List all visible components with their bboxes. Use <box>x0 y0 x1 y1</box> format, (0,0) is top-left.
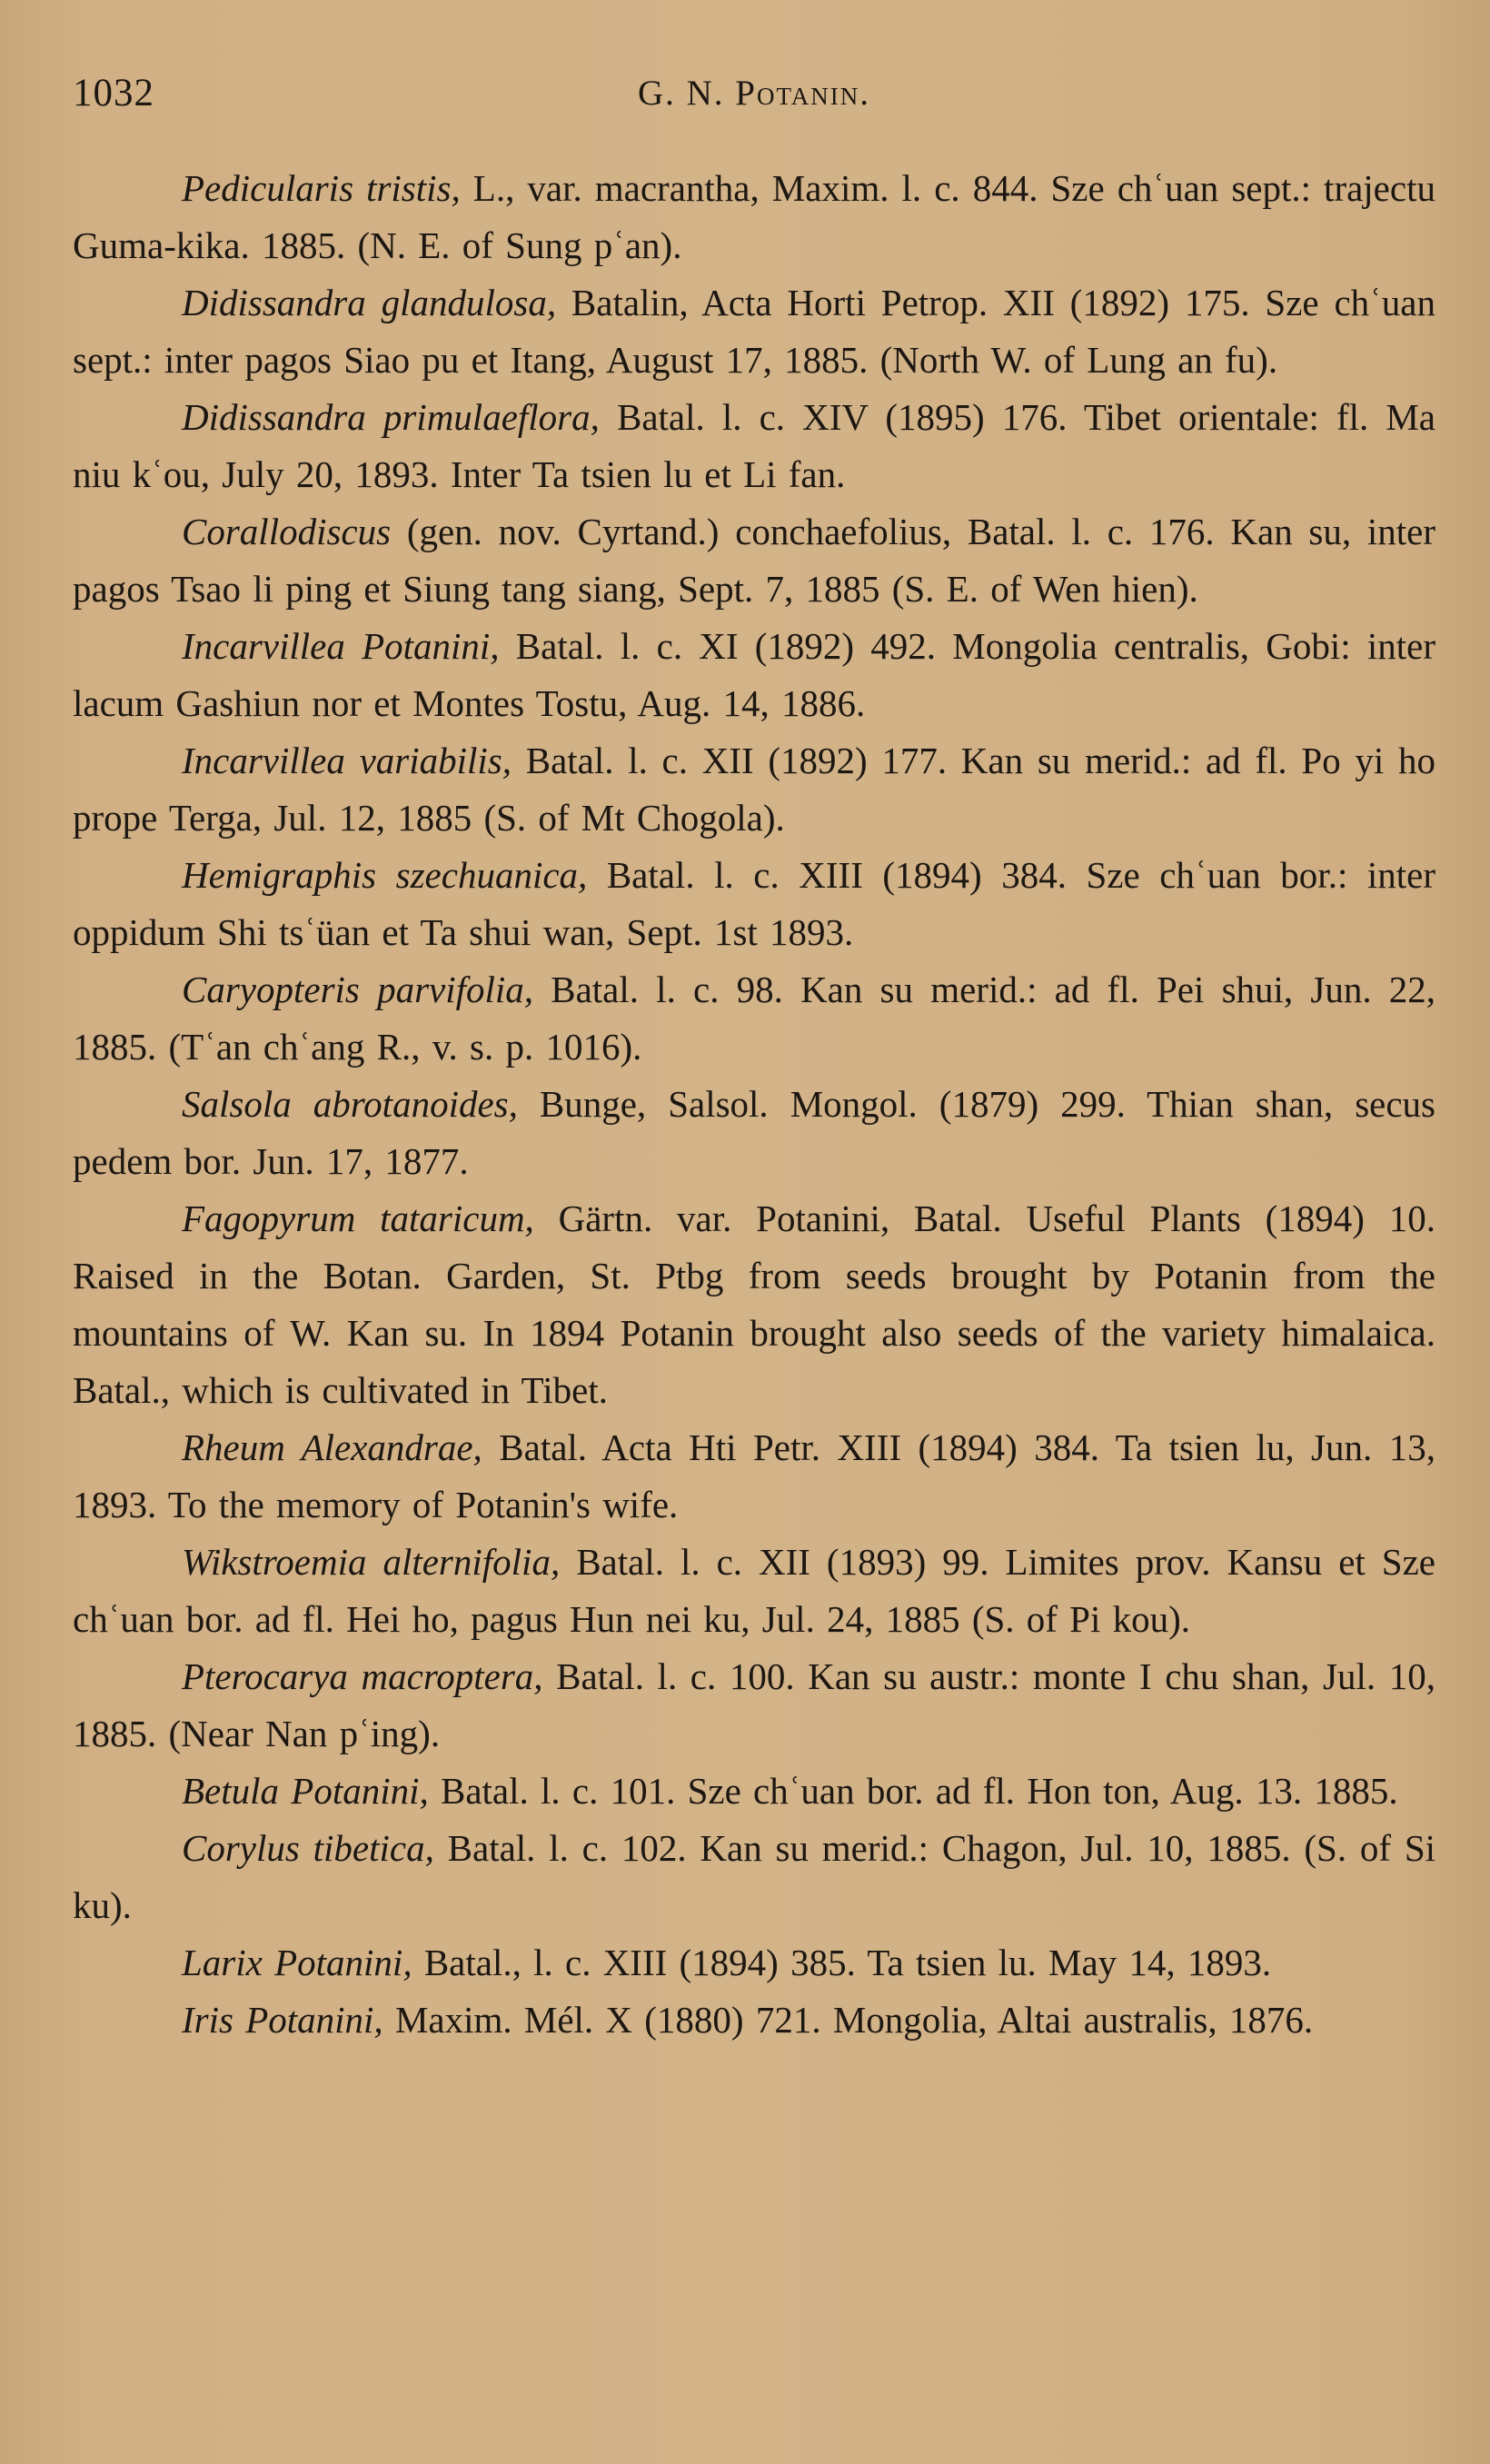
species-citation: Batal. Acta Hti Petr. XIII (1894) 384. Ta tsien lu, Jun. 13, 1893. To the memory of Potanin's wife. <box>73 1426 1435 1525</box>
species-citation: Batal., l. c. XIII (1894) 385. Ta tsien lu. May 14, 1893. <box>412 1942 1272 1983</box>
species-entry-larix-potanini <box>73 1934 1435 1992</box>
species-name: Corylus tibetica, <box>182 1827 434 1869</box>
species-name: Corallodiscus <box>182 511 392 552</box>
species-entry-pedicularis-tristis <box>73 160 1435 274</box>
page-number: 1032 <box>73 72 154 114</box>
species-citation: Batal. l. c. XII (1892) 177. Kan su merid.: ad fl. Po yi ho prope Terga, Jul. 12, 1885 (S. of Mt Chogola). <box>73 740 1435 839</box>
species-citation: (gen. nov. Cyrtand.) conchaefolius, Batal. l. c. 176. Kan su, inter pagos Tsao li ping et Siung tang siang, Sept. 7, 1885 (S. E. of Wen hien). <box>73 511 1435 610</box>
species-citation: Bunge, Salsol. Mongol. (1879) 299. Thian shan, secus pedem bor. Jun. 17, 1877. <box>73 1083 1435 1182</box>
species-entry-betula-potanini <box>73 1763 1435 1820</box>
species-name: Didissandra glandulosa, <box>182 282 557 323</box>
species-entry-pterocarya-macroptera <box>73 1648 1435 1763</box>
species-citation: Batal. l. c. 98. Kan su merid.: ad fl. Pei shui, Jun. 22, 1885. (Tʿan chʿang R., v. s. p. 1016). <box>73 969 1435 1068</box>
species-name: Hemigraphis szechuanica, <box>182 854 588 896</box>
species-name: Pedicularis tristis, <box>182 167 461 209</box>
species-name: Salsola abrotanoides, <box>182 1083 518 1125</box>
species-entry-hemigraphis-szechuanica <box>73 847 1435 961</box>
species-entry-incarvillea-variabilis <box>73 732 1435 847</box>
species-entry-didissandra-glandulosa <box>73 274 1435 389</box>
species-name: Iris Potanini, <box>182 1999 383 2041</box>
species-name: Wikstroemia alternifolia, <box>182 1541 561 1583</box>
species-citation: Batalin, Acta Horti Petrop. XII (1892) 175. Sze chʿuan sept.: inter pagos Siao pu et Itang, August 17, 1885. (North W. of Lung an fu). <box>73 282 1436 381</box>
species-citation: Maxim. Mél. X (1880) 721. Mongolia, Altai australis, 1876. <box>382 1999 1314 2041</box>
species-citation: Batal. l. c. XIII (1894) 384. Sze chʿuan bor.: inter oppidum Shi tsʿüan et Ta shui wan, Sept. 1st 1893. <box>73 854 1435 953</box>
species-citation: Batal. l. c. 102. Kan su merid.: Chagon, Jul. 10, 1885. (S. of Si ku). <box>73 1827 1436 1926</box>
page-header <box>73 71 1435 116</box>
species-name: Betula Potanini, <box>182 1770 429 1812</box>
species-entry-didissandra-primulaeflora <box>73 389 1435 503</box>
species-citation: Batal. l. c. XII (1893) 99. Limites prov. Kansu et Sze chʿuan bor. ad fl. Hei ho, pagus Hun nei ku, Jul. 24, 1885 (S. of Pi kou). <box>73 1541 1435 1640</box>
species-name: Incarvillea Potanini, <box>182 625 500 667</box>
species-name: Fagopyrum tataricum, <box>182 1197 534 1239</box>
species-list <box>73 160 1435 2049</box>
species-citation: Batal. l. c. XI (1892) 492. Mongolia centralis, Gobi: inter lacum Gashiun nor et Montes Tostu, Aug. 14, 1886. <box>73 625 1435 724</box>
species-entry-wikstroemia-alternifolia <box>73 1534 1435 1648</box>
species-citation: Batal. l. c. 100. Kan su austr.: monte I chu shan, Jul. 10, 1885. (Near Nan pʿing). <box>73 1655 1435 1754</box>
species-name: Rheum Alexandrae, <box>182 1426 482 1468</box>
species-citation: Gärtn. var. Potanini, Batal. Useful Plants (1894) 10. Raised in the Botan. Garden, St. Ptbg from seeds brought by Potanin from the mountains of W. Kan su. In 1894 Potanin brought also seeds of the variety himalaica. Batal., which is cultivated in Tibet. <box>73 1197 1435 1411</box>
species-name: Caryopteris parvifolia, <box>182 969 534 1010</box>
species-name: Pterocarya macroptera, <box>182 1655 543 1697</box>
species-entry-incarvillea-potanini <box>73 618 1435 732</box>
species-name: Incarvillea variabilis, <box>182 740 512 781</box>
species-entry-iris-potanini <box>73 1992 1435 2049</box>
species-name: Larix Potanini, <box>182 1942 412 1983</box>
species-entry-caryopteris-parvifolia <box>73 961 1435 1076</box>
species-entry-fagopyrum-tataricum <box>73 1190 1435 1419</box>
species-entry-salsola-abrotanoides <box>73 1076 1435 1190</box>
species-entry-rheum-alexandrae <box>73 1419 1435 1534</box>
species-entry-corallodiscus <box>73 503 1435 618</box>
species-citation: Batal. l. c. 101. Sze chʿuan bor. ad fl. Hon ton, Aug. 13. 1885. <box>428 1770 1398 1812</box>
species-name: Didissandra primulaeflora, <box>182 396 600 438</box>
species-citation: L., var. macrantha, Maxim. l. c. 844. Sze chʿuan sept.: trajectu Guma-kika. 1885. (N. E. of Sung pʿan). <box>73 167 1435 266</box>
species-citation: Batal. l. c. XIV (1895) 176. Tibet orientale: fl. Ma niu kʿou, July 20, 1893. Inter Ta tsien lu et Li fan. <box>73 396 1435 495</box>
species-entry-corylus-tibetica <box>73 1820 1435 1934</box>
running-title: G. N. Potanin. <box>637 74 871 113</box>
